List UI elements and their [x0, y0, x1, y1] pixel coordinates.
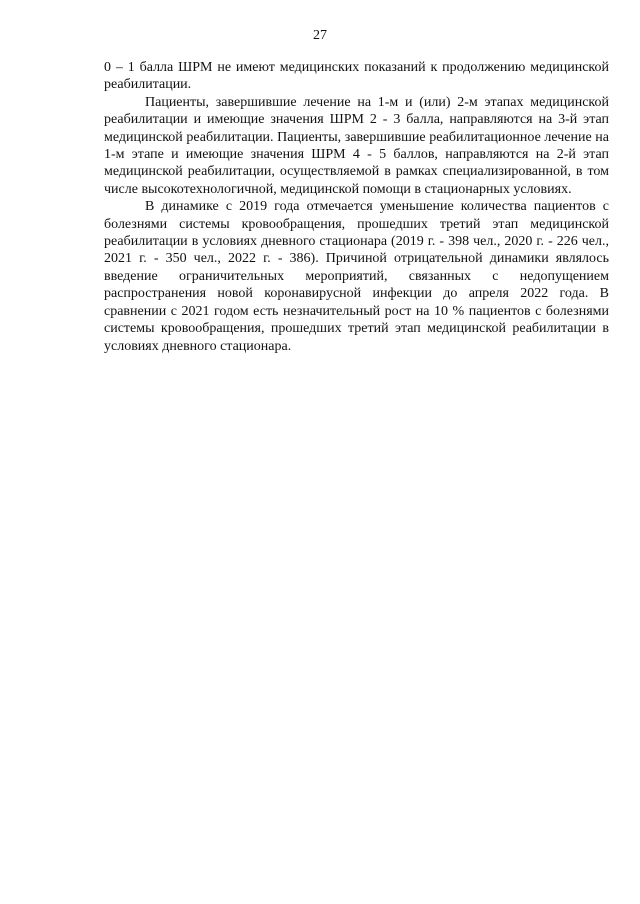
document-body [104, 59, 609, 355]
page-number: 27 [313, 28, 327, 43]
paragraph-patient-routing: Пациенты, завершившие лечение на 1-м и (или) 2-м этапах медицинской реабилитации и имеющие значения ШРМ 2 - 3 балла, направляются на 3-й этап медицинской реабилитации. Пациенты, завершившие реабилитационное лечение на 1-м этапе и имеющие значения ШРМ 4 - 5 баллов, направляются на 2-й этап медицинской реабилитации, осуществляемой в рамках специализированной, в том числе высокотехнологичной, медицинской помощи в стационарных условиях. [104, 94, 609, 197]
paragraph-dynamics: В динамике с 2019 года отмечается уменьшение количества пациентов с болезнями системы кровообращения, прошедших третий этап медицинской реабилитации в условиях дневного стационара (2019 г. - 398 чел., 2020 г. - 226 чел., 2021 г. - 350 чел., 2022 г. - 386). Причиной отрицательной динамики являлось введение ограничительных мероприятий, связанных с недопущением распространения новой коронавирусной инфекции до апреля 2022 года. В сравнении с 2021 годом есть незначительный рост на 10 % пациентов с болезнями системы кровообращения, прошедших третий этап медицинской реабилитации в условиях дневного стационара. [104, 199, 609, 354]
paragraph-continuation: 0 – 1 балла ШРМ не имеют медицинских показаний к продолжению медицинской реабилитации. [104, 60, 609, 93]
